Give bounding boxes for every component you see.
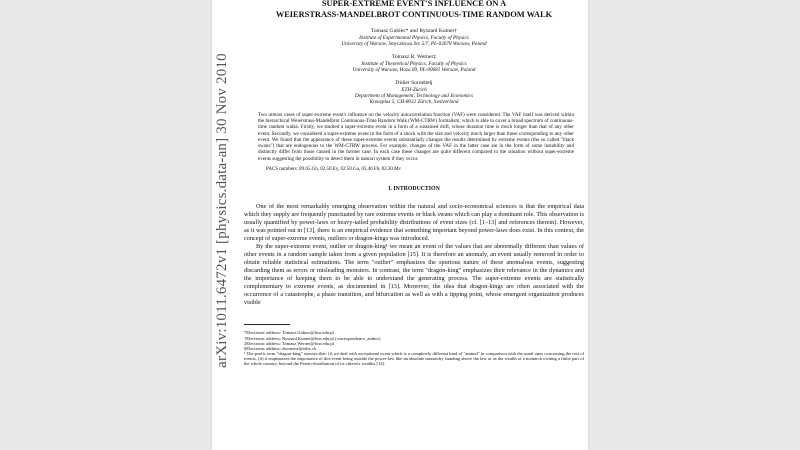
abstract: Two utmost cases of super-extreme event's influence on the velocity autocorrelation function (VAF) were considered. The VAF itself was derived within the hierarchical Weierstrass-Mandelbrot Continuous-Time Random Walk (WM-CTRW) formalism, which is able to cover a broad spectrum of continuous-time random walks. Firstly, we studied a super-extreme event in a form of a sustained drift, whose duration time is much longer than that of any other event. Secondly, we considered a super-extreme event in the form of a shock with the size and velocity much larger than those corresponding to any other event. We found that the appearance of these super-extreme events substantially changes the results determined by extreme events (the so called "black swans") that are endogenous to the WM-CTRW process. For example, changes of the VAF in the latter case are in the form of some instability and distinctly differ from those caused in the former case. In each case these changes are quite different compared to the situation without super-extreme events suggesting the possibility to detect them in natural system if they occur. [258,111,574,162]
title-line-2: WEIERSTRASS-MANDELBROT CONTINUOUS-TIME RANDOM WALK [275,10,553,19]
footnote-email-4: §Electronic address: dsornette@ethz.ch [244,345,316,351]
author-block-3-address: Kreuzplaz 5, CH-8032 Zürich, Switzerland [369,99,459,106]
author-block-3-names: Didier Sornette§ [395,79,433,86]
section-heading-introduction: I. INTRODUCTION [388,185,440,192]
arxiv-identifier-stamp [213,52,231,368]
footnote-email-1: *Electronic address: Tomasz.Gubiec@fuw.edu.pl [244,330,334,336]
footnote-dragon-king: ¹ The poetic term "dragon-king" stresses that: (i) we deal with exceptional event which is a completely different kind of "animal" in comparison with the usual ones concerning the rest of events, (ii) it emphasizes the importance of this event being outside the power-law like an absolute monarchy standing above the law or as the wealth of a monarch owning a finite part of the whole country, beyond the Pareto-distribution of its citizen's wealths [14]. [244,350,584,367]
footnote-email-3: ‡Electronic address: Tomasz.Werner@fuw.edu.pl [244,340,334,346]
author-block-1-names: Tomasz Gubiec* and Ryszard Kutner† [370,28,458,34]
author-block-3-department: Department of Management, Technology and Economics [355,93,473,100]
title-line-1: SUPER-EXTREME EVENT'S INFLUENCE ON A [321,0,507,8]
author-block-1-address: University of Warsaw, Smyczkowa Str. 5/7, PL-02678 Warsaw, Poland [341,41,487,48]
author-block-1-affiliation: Institute of Experimental Physics, Faculty of Physics [359,35,469,41]
arxiv-id: arXiv:1011.6472v1 [physics.data-an] 30 Nov 2010 [213,52,230,368]
author-block-2-affiliation: Institute of Theoretical Physics, Faculty of Physics [361,60,467,67]
paper-title [244,0,584,20]
footnote-separator [244,324,290,325]
paper-content [244,0,584,450]
intro-paragraph-1: One of the most remarkably emerging observation within the natural and socio-economical sciences is that the empirical data which they supply are frequently punctuated by rare extreme events or black swans which can play a dominant role. This observation is usually quantified by power-laws or heavy-tailed probability distributions of event sizes (cf. [1–13] and references therein). However, as it was pointed out in [13], there is an empirical evidence that something important beyond power-laws does exist. In this context, the concept of super-extreme events, outliers or dragon-kings was introduced. [244,202,584,243]
author-block-2-address: University of Warsaw, Hoza 69, PL-00681 Warsaw, Poland [352,67,476,74]
pacs-numbers: PACS numbers: 89.65.Gh, 02.50.Ey, 02.50.Ga, 05.40.Fb, 02.30.Mv [266,166,402,172]
author-block-2-names: Tomasz R. Werner‡ [391,53,437,60]
intro-paragraph-2: By the super-extreme event, outlier or dragon-king¹ we mean an event of the values that are abnormally different than values of other events in a random sample taken from a given population [15]. It is therefore an anomaly, an event usually removed in order to obtain reliable statistical estimations. The term "outlier" emphasizes the spurious nature of these anomalous events, suggesting discarding them as errors or misleading monsters. In contrast, the term "dragon-king" emphasizes their relevance in the dynamics and the importance of keeping them to be able to understand the generating process. The super-extreme events are statistically complementary to extreme events, as documented in [13]. Moreover, the idea that dragon-kings are often associated with the occurrence of a catastrophe, a phase transition, and bifurcation as well as with a tipping point, whose emergent organization produces visible [244,243,584,307]
footnote-email-2: †Electronic address: Ryszard.Kutner@fuw.edu.pl (correspondence_author) [244,335,381,341]
author-block-3-institution: ETH-Zürich [401,86,427,93]
